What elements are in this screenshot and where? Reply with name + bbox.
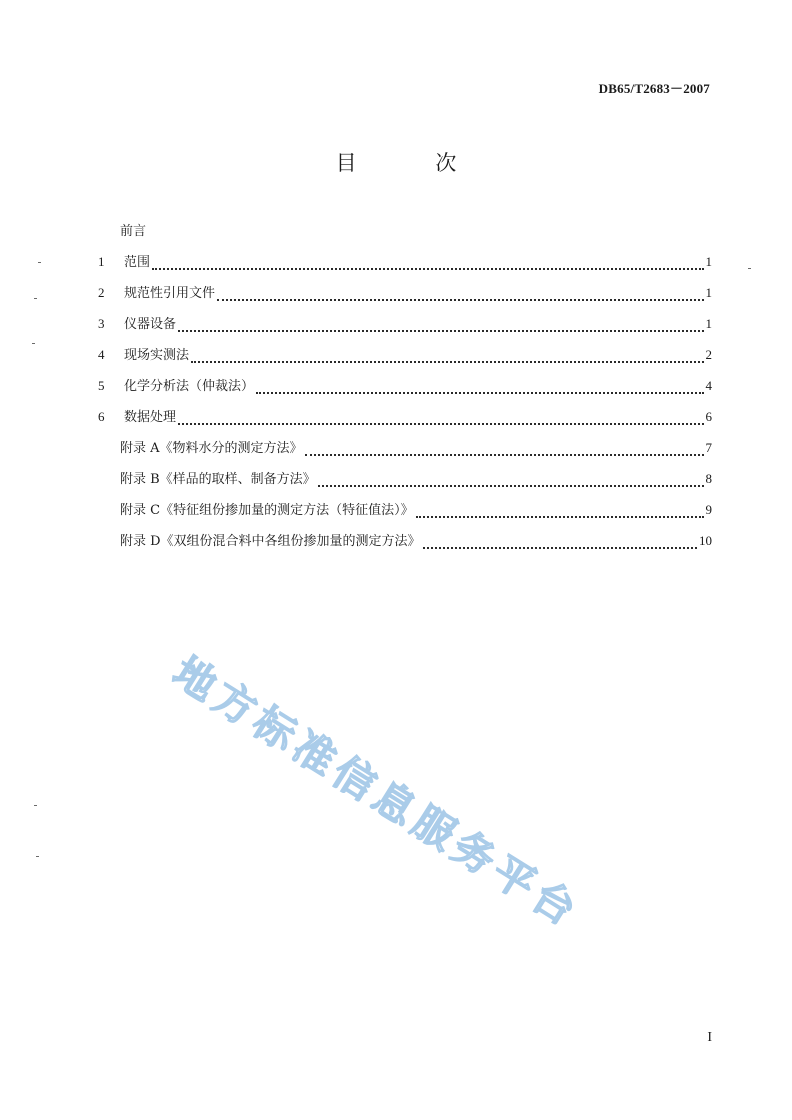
toc-entry-appendix-b[interactable] (98, 468, 712, 499)
toc-entry-3[interactable] (98, 313, 712, 344)
scan-speck (38, 262, 41, 263)
table-of-contents (98, 220, 712, 561)
toc-label: 仪器设备 (124, 317, 177, 332)
dot-leader (256, 392, 703, 394)
toc-entry-2[interactable] (98, 282, 712, 313)
dot-leader (318, 485, 704, 487)
toc-label: 规范性引用文件 (124, 286, 216, 301)
toc-page-number: 1 (705, 316, 712, 331)
page-title: 目 次 (335, 151, 493, 175)
dot-leader (178, 330, 703, 332)
dot-leader (191, 361, 703, 363)
toc-page-number: 4 (705, 378, 712, 393)
toc-entry-appendix-d[interactable] (98, 530, 712, 561)
watermark: 地方标准信息服务平台 (164, 647, 589, 938)
toc-page-number: 9 (705, 502, 712, 517)
scan-speck (34, 805, 37, 806)
toc-label: 附录 B《样品的取样、制备方法》 (120, 472, 316, 487)
dot-leader (178, 423, 703, 425)
toc-page-number: 10 (699, 533, 712, 548)
dot-leader (416, 516, 704, 518)
toc-number: 6 (98, 409, 105, 424)
toc-page-number: 7 (705, 440, 712, 455)
scan-speck (34, 298, 37, 299)
scan-speck (748, 268, 751, 269)
dot-leader (152, 268, 703, 270)
dot-leader (217, 299, 703, 301)
toc-label: 现场实测法 (124, 348, 190, 363)
toc-page-number: 2 (705, 347, 712, 362)
toc-number: 3 (98, 316, 105, 331)
toc-page-number: 1 (705, 254, 712, 269)
toc-label: 数据处理 (124, 410, 177, 425)
page-number: I (707, 1030, 712, 1045)
dot-leader (423, 547, 697, 549)
scan-speck (36, 856, 39, 857)
toc-label: 附录 C《特征组份掺加量的测定方法（特征值法）》 (120, 503, 414, 518)
toc-entry-5[interactable] (98, 375, 712, 406)
toc-page-number: 6 (705, 409, 712, 424)
toc-label: 化学分析法（仲裁法） (124, 379, 255, 394)
toc-number: 1 (98, 254, 105, 269)
toc-number: 5 (98, 378, 105, 393)
toc-page-number: 1 (705, 285, 712, 300)
toc-entry-preface[interactable] (98, 220, 712, 251)
toc-label: 附录 D《双组份混合料中各组份掺加量的测定方法》 (120, 534, 421, 549)
toc-entry-appendix-a[interactable] (98, 437, 712, 468)
document-code: DB65/T2683－2007 (598, 81, 710, 96)
toc-entry-6[interactable] (98, 406, 712, 437)
toc-number: 4 (98, 347, 105, 362)
toc-page-number: 8 (705, 471, 712, 486)
toc-label: 附录 A《物料水分的测定方法》 (120, 441, 303, 456)
dot-leader (305, 454, 704, 456)
toc-label: 范围 (124, 255, 151, 270)
toc-number: 2 (98, 285, 105, 300)
scan-speck (32, 343, 35, 344)
toc-entry-1[interactable] (98, 251, 712, 282)
toc-entry-appendix-c[interactable] (98, 499, 712, 530)
toc-label: 前言 (120, 224, 147, 239)
toc-entry-4[interactable] (98, 344, 712, 375)
